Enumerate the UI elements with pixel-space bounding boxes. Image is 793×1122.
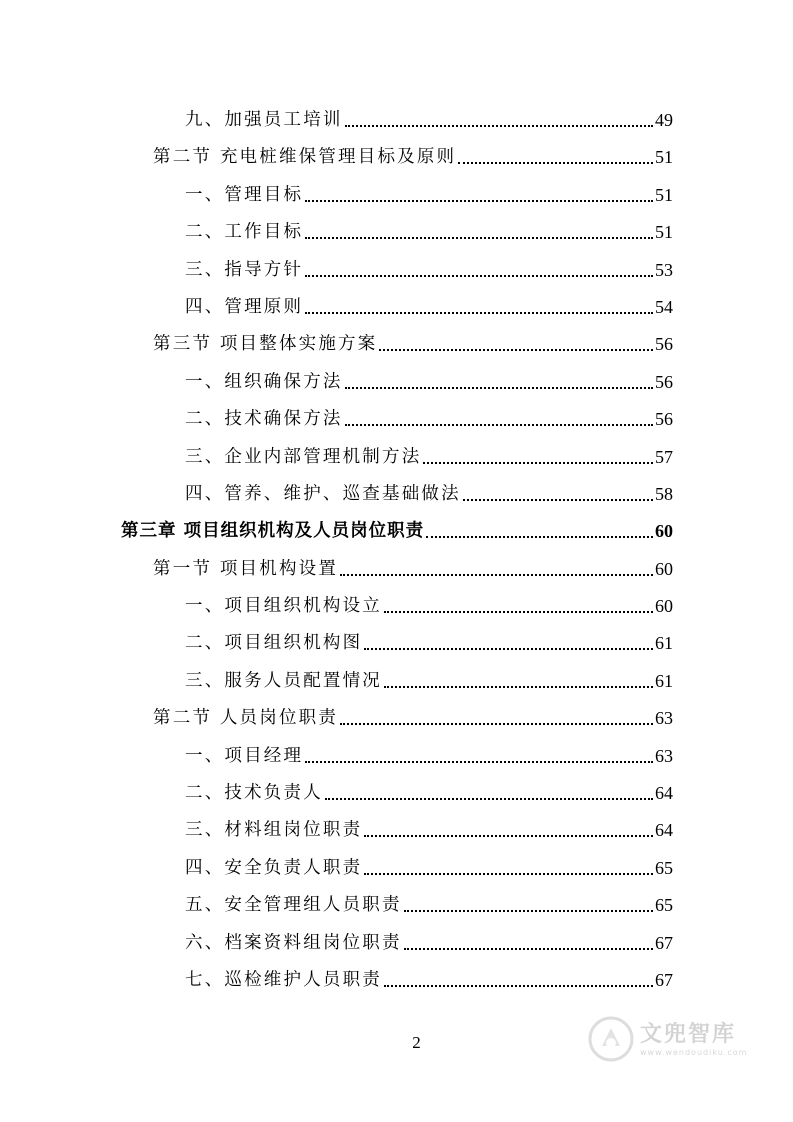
toc-entry[interactable] bbox=[0, 101, 793, 138]
toc-entry-label: 一、组织确保方法 bbox=[185, 371, 343, 392]
toc-entry-label: 一、项目组织机构设立 bbox=[185, 596, 382, 617]
toc-entry[interactable] bbox=[0, 325, 793, 362]
toc-entry-page: 64 bbox=[655, 820, 673, 841]
toc-entry-label: 七、巡检维护人员职责 bbox=[185, 969, 382, 990]
toc-entry[interactable] bbox=[0, 400, 793, 437]
toc-entry-label: 三、企业内部管理机制方法 bbox=[185, 446, 422, 467]
toc-leader-dots bbox=[345, 424, 653, 426]
watermark-url: www.wendoudiku.com bbox=[640, 1047, 748, 1057]
toc-entry[interactable] bbox=[0, 811, 793, 848]
toc-entry-label: 一、项目经理 bbox=[185, 745, 304, 766]
toc-entry[interactable] bbox=[0, 438, 793, 475]
toc-leader-dots bbox=[305, 761, 653, 763]
toc-entry[interactable] bbox=[0, 961, 793, 998]
toc-leader-dots bbox=[305, 275, 653, 277]
table-of-contents bbox=[0, 101, 793, 998]
toc-leader-dots bbox=[404, 910, 653, 912]
toc-entry-page: 60 bbox=[655, 596, 673, 617]
toc-leader-dots bbox=[340, 723, 653, 725]
toc-entry-page: 61 bbox=[655, 633, 673, 654]
toc-entry-page: 61 bbox=[655, 670, 673, 691]
toc-entry-label: 五、安全管理组人员职责 bbox=[185, 895, 402, 916]
toc-entry-label: 三、指导方针 bbox=[185, 259, 304, 280]
toc-leader-dots bbox=[384, 985, 653, 987]
toc-entry-page: 57 bbox=[655, 446, 673, 467]
toc-entry-label: 三、服务人员配置情况 bbox=[185, 670, 382, 691]
toc-entry[interactable] bbox=[0, 550, 793, 587]
toc-entry-page: 53 bbox=[655, 259, 673, 280]
toc-entry-page: 51 bbox=[655, 222, 673, 243]
toc-leader-dots bbox=[305, 200, 653, 202]
watermark-title: 文兜智库 bbox=[640, 1021, 737, 1047]
toc-entry[interactable] bbox=[0, 699, 793, 736]
toc-leader-dots bbox=[426, 536, 653, 538]
watermark-logo-icon bbox=[588, 1016, 634, 1062]
toc-leader-dots bbox=[340, 574, 653, 576]
toc-leader-dots bbox=[384, 686, 653, 688]
toc-entry-label: 二、技术确保方法 bbox=[185, 409, 343, 430]
toc-entry-label: 六、档案资料组岗位职责 bbox=[185, 932, 402, 953]
toc-entry-page: 56 bbox=[655, 371, 673, 392]
toc-entry-page: 67 bbox=[655, 932, 673, 953]
toc-leader-dots bbox=[345, 387, 653, 389]
toc-entry-page: 54 bbox=[655, 296, 673, 317]
toc-entry[interactable] bbox=[0, 475, 793, 512]
toc-leader-dots bbox=[404, 948, 653, 950]
toc-entry-label: 二、技术负责人 bbox=[185, 783, 323, 804]
toc-entry-page: 67 bbox=[655, 969, 673, 990]
toc-entry-page: 60 bbox=[655, 521, 673, 542]
toc-entry[interactable] bbox=[0, 251, 793, 288]
toc-entry-label: 一、管理目标 bbox=[185, 184, 304, 205]
toc-leader-dots bbox=[463, 499, 653, 501]
toc-entry-label: 二、项目组织机构图 bbox=[185, 633, 363, 654]
toc-entry-label: 四、安全负责人职责 bbox=[185, 857, 363, 878]
toc-entry[interactable] bbox=[0, 924, 793, 961]
toc-leader-dots bbox=[305, 312, 653, 314]
toc-entry-label: 第三章 项目组织机构及人员岗位职责 bbox=[121, 521, 425, 542]
toc-entry-label: 九、加强员工培训 bbox=[185, 110, 343, 130]
toc-entry[interactable] bbox=[0, 176, 793, 213]
toc-entry-page: 49 bbox=[655, 110, 673, 130]
toc-entry[interactable] bbox=[0, 288, 793, 325]
toc-entry[interactable] bbox=[0, 363, 793, 400]
toc-leader-dots bbox=[305, 237, 653, 239]
toc-leader-dots bbox=[458, 162, 653, 164]
toc-entry-label: 四、管养、维护、巡查基础做法 bbox=[185, 483, 461, 504]
toc-entry-label: 四、管理原则 bbox=[185, 296, 304, 317]
toc-entry-label: 第一节 项目机构设置 bbox=[153, 558, 339, 579]
toc-leader-dots bbox=[423, 462, 653, 464]
toc-leader-dots bbox=[325, 798, 653, 800]
page-number: 2 bbox=[412, 1033, 421, 1052]
toc-entry[interactable] bbox=[0, 774, 793, 811]
toc-entry-page: 63 bbox=[655, 708, 673, 729]
toc-entry-page: 63 bbox=[655, 745, 673, 766]
toc-entry-label: 第三节 项目整体实施方案 bbox=[153, 334, 378, 355]
toc-entry[interactable] bbox=[0, 213, 793, 250]
toc-entry-page: 64 bbox=[655, 783, 673, 804]
toc-entry[interactable] bbox=[0, 662, 793, 699]
toc-leader-dots bbox=[379, 349, 653, 351]
toc-entry-page: 65 bbox=[655, 895, 673, 916]
toc-entry[interactable] bbox=[0, 849, 793, 886]
toc-entry[interactable] bbox=[0, 587, 793, 624]
toc-entry-label: 二、工作目标 bbox=[185, 222, 304, 243]
toc-leader-dots bbox=[364, 835, 653, 837]
toc-entry[interactable] bbox=[0, 138, 793, 175]
toc-entry-page: 65 bbox=[655, 857, 673, 878]
toc-entry-page: 58 bbox=[655, 483, 673, 504]
toc-entry-label: 第二节 人员岗位职责 bbox=[153, 708, 339, 729]
toc-entry-page: 60 bbox=[655, 558, 673, 579]
toc-entry-page: 56 bbox=[655, 409, 673, 430]
toc-entry[interactable] bbox=[0, 886, 793, 923]
toc-leader-dots bbox=[364, 873, 653, 875]
toc-entry[interactable] bbox=[0, 737, 793, 774]
toc-entry-label: 第二节 充电桩维保管理目标及原则 bbox=[153, 147, 457, 168]
toc-entry[interactable] bbox=[0, 624, 793, 661]
toc-entry-page: 51 bbox=[655, 184, 673, 205]
toc-leader-dots bbox=[384, 611, 653, 613]
toc-entry-page: 56 bbox=[655, 334, 673, 355]
toc-entry-label: 三、材料组岗位职责 bbox=[185, 820, 363, 841]
toc-leader-dots bbox=[364, 648, 653, 650]
toc-leader-dots bbox=[345, 125, 653, 127]
toc-chapter-entry[interactable] bbox=[0, 512, 793, 549]
toc-entry-page: 51 bbox=[655, 147, 673, 168]
watermark bbox=[588, 1016, 747, 1062]
